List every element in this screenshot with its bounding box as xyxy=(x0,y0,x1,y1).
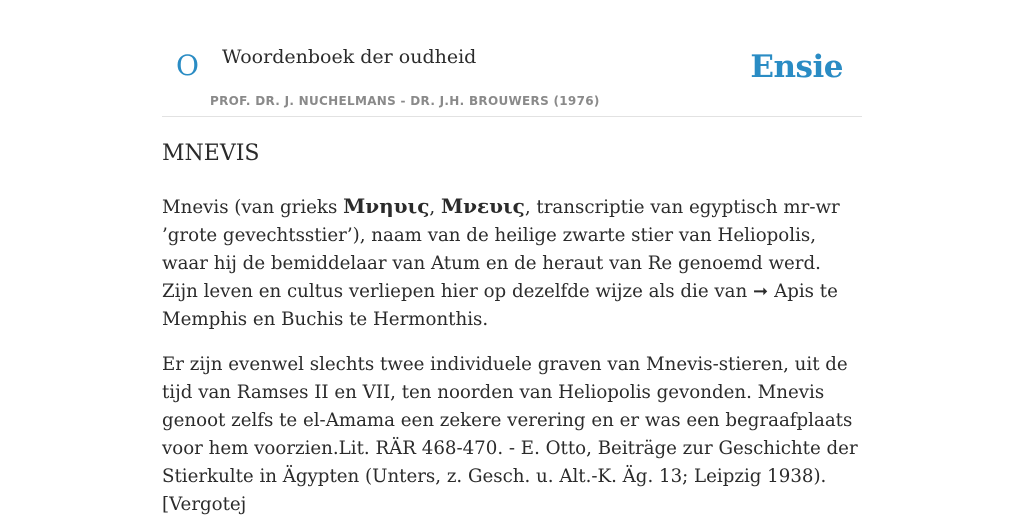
page xyxy=(162,0,862,515)
index-letter[interactable]: O xyxy=(176,49,199,82)
cross-reference-link-apis[interactable]: Apis xyxy=(774,281,814,302)
text-segment: , xyxy=(429,197,441,218)
entry-title: MNEVIS xyxy=(162,141,260,166)
brand-logo[interactable]: Ensie xyxy=(750,49,843,85)
text-segment: te Memphis en Buchis te Hermonthis. xyxy=(162,281,838,330)
greek-term-2: Μνευις xyxy=(440,194,525,218)
book-title[interactable]: Woordenboek der oudheid xyxy=(222,46,477,68)
header xyxy=(162,0,862,117)
text-segment: Mnevis (van grieks xyxy=(162,197,344,218)
text-segment: , transcriptie van egyptisch mr-wr ’grote gevechtsstier’), naam van de heilige zwarte stier van Heliopolis, waar hij de bemiddelaar van Atum en de heraut van Re genoemd werd. Zijn leven en cultus verliepen hier op dezelfde wijze als die van xyxy=(162,197,840,302)
greek-term-1: Μνηυις xyxy=(343,194,430,218)
entry-paragraph-1 xyxy=(162,192,862,334)
entry-paragraph-2: Er zijn evenwel slechts twee individuele graven van Mnevis-stieren, uit de tijd van Ramses II en VII, ten noorden van Heliopolis gevonden. Mnevis genoot zelfs te el-Amama een zekere verering en er was een begraafplaats voor hem voorzien.Lit. RÄR 468-470. - E. Otto, Beiträge zur Geschichte der Stierkulte in Ägypten (Unters, z. Gesch. u. Alt.-K. Äg. 13; Leipzig 1938). [Vergotej xyxy=(162,354,858,515)
arrow-right-icon: ➞ xyxy=(753,281,769,302)
authors: PROF. DR. J. NUCHELMANS - DR. J.H. BROUWERS (1976) xyxy=(210,94,600,108)
